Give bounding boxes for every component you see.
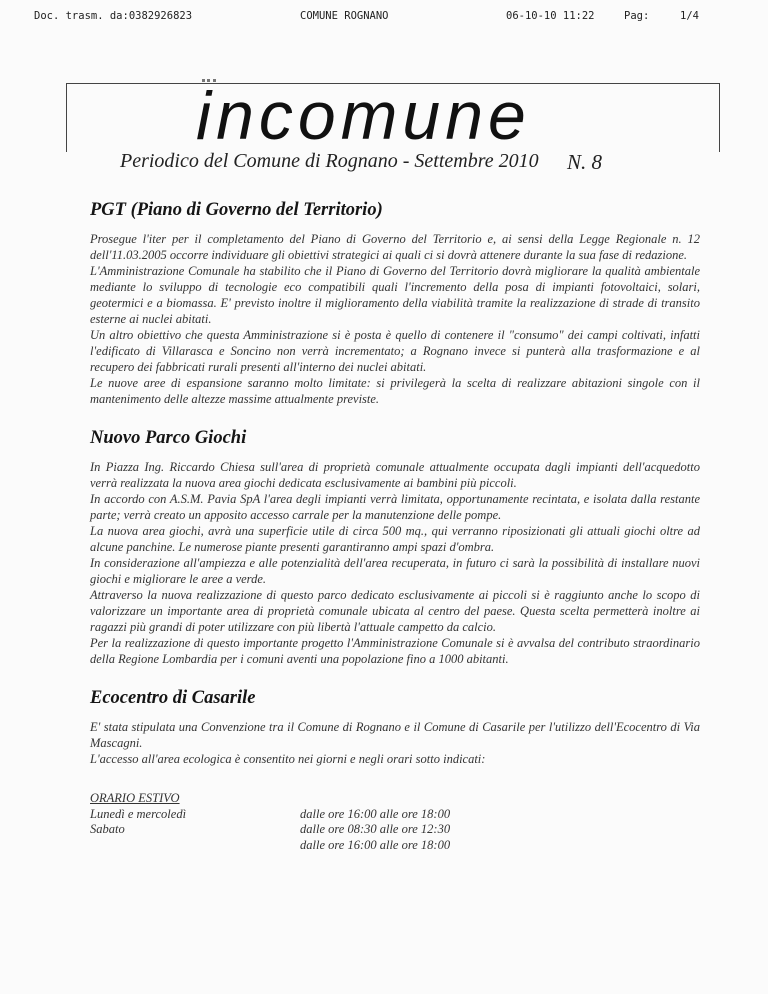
issue-number: N. 8 — [567, 150, 603, 174]
schedule-hours: dalle ore 08:30 alle ore 12:30 — [300, 822, 451, 836]
paragraph: Le nuove aree di espansione saranno molto limitate: si privilegerà la scelta di realizzare abitazioni singole con il mantenimento delle altezze massime attualmente previste. — [90, 376, 700, 406]
newsletter-logo: incomune — [196, 78, 531, 154]
section-title: Ecocentro di Casarile — [90, 688, 256, 708]
schedule-day — [90, 838, 300, 854]
fax-sender-name: COMUNE ROGNANO — [300, 10, 389, 22]
fax-header — [0, 10, 768, 26]
section-pgt — [90, 200, 700, 407]
fax-page-label: Pag: — [624, 10, 650, 22]
paragraph: In considerazione all'ampiezza e alle potenzialità dell'area recuperata, in futuro ci sarà la possibilità di installare nuovi giochi e migliorare le aree a verde. — [90, 556, 700, 586]
schedule-day: Sabato — [90, 822, 125, 836]
paragraph: E' stata stipulata una Convenzione tra il Comune di Rognano e il Comune di Casarile per l'utilizzo dell'Ecocentro di Via Mascagni. — [90, 720, 700, 750]
schedule-row — [90, 822, 700, 838]
schedule-row — [90, 807, 700, 823]
section-ecocentro — [90, 688, 700, 853]
paragraph: In Piazza Ing. Riccardo Chiesa sull'area di proprietà comunale attualmente occupata dagli impianti dell'acquedotto verrà realizzata la nuova area giochi dedicata esclusivamente ai bambini più piccoli. — [90, 460, 700, 490]
opening-hours — [90, 791, 700, 853]
paragraph: L'Amministrazione Comunale ha stabilito che il Piano di Governo del Territorio dovrà migliorare la qualità ambientale mediante lo sviluppo di tecnologie eco compatibili quali l'incremento della posa di impianti fotovoltaici, solari, geotermici e a biomassa. E' previsto inoltre il miglioramento della viabilità tramite la realizzazione di strade di transito esterne ai nuclei abitati. — [90, 264, 700, 326]
paragraph: In accordo con A.S.M. Pavia SpA l'area degli impianti verrà limitata, opportunamente recintata, e isolata dalla restante parte; verrà creato un apposito accesso carrale per la manutenzione delle pompe. — [90, 492, 700, 522]
fax-datetime: 06-10-10 11:22 — [506, 10, 595, 22]
fax-page-number: 1/4 — [680, 10, 699, 22]
section-title: PGT (Piano di Governo del Territorio) — [90, 200, 383, 220]
paragraph: L'accesso all'area ecologica è consentito nei giorni e negli orari sotto indicati: — [90, 752, 486, 766]
schedule-hours: dalle ore 16:00 alle ore 18:00 — [300, 837, 451, 852]
paragraph: Un altro obiettivo che questa Amministrazione si è posta è quello di contenere il "consumo" dei campi coltivati, infatti l'edificato di Villarasca e Soncino non verrà incrementato; a Rognano invece si punterà alla trasformazione e al recupero dei fabbricati rurali presenti all'interno dei nuclei abitati. — [90, 328, 700, 374]
schedule-day: Lunedì e mercoledì — [90, 806, 187, 821]
paragraph: Attraverso la nuova realizzazione di questo parco dedicato esclusivamente ai piccoli si è raggiunto anche lo scopo di valorizzare un importante area di proprietà comunale ubicata al centro del paese. Questa scelta permetterà inoltre ai ragazzi più grandi di poter utilizzare con più libertà l'attuale campetto da calcio. — [90, 588, 700, 634]
section-title: Nuovo Parco Giochi — [90, 428, 247, 448]
masthead-subtitle: Periodico del Comune di Rognano - Settembre 2010 — [120, 150, 539, 172]
paragraph: Per la realizzazione di questo importante progetto l'Amministrazione Comunale si è avvalsa del contributo straordinario della Regione Lombardia per i comuni aventi una popolazione fino a 1000 abitanti. — [90, 636, 700, 666]
section-parco-giochi — [90, 428, 700, 667]
fax-sender-number: Doc. trasm. da:0382926823 — [34, 10, 193, 22]
schedule-title: ORARIO ESTIVO — [90, 791, 180, 805]
article-content — [90, 200, 700, 874]
schedule-row — [90, 838, 700, 854]
schedule-hours: dalle ore 16:00 alle ore 18:00 — [300, 806, 451, 821]
paragraph: Prosegue l'iter per il completamento del Piano di Governo del Territorio e, ai sensi della Legge Regionale n. 12 dell'11.03.2005 occorre individuare gli obiettivi strategici ai quali ci si dovrà attenere durante la sua fase di redazione. — [90, 232, 700, 262]
paragraph: La nuova area giochi, avrà una superficie utile di circa 500 mq., qui verranno riposizionati gli attuali giochi oltre ad alcune panchine. Le numerose piante presenti garantiranno ampi spazi d'ombra. — [90, 524, 700, 554]
